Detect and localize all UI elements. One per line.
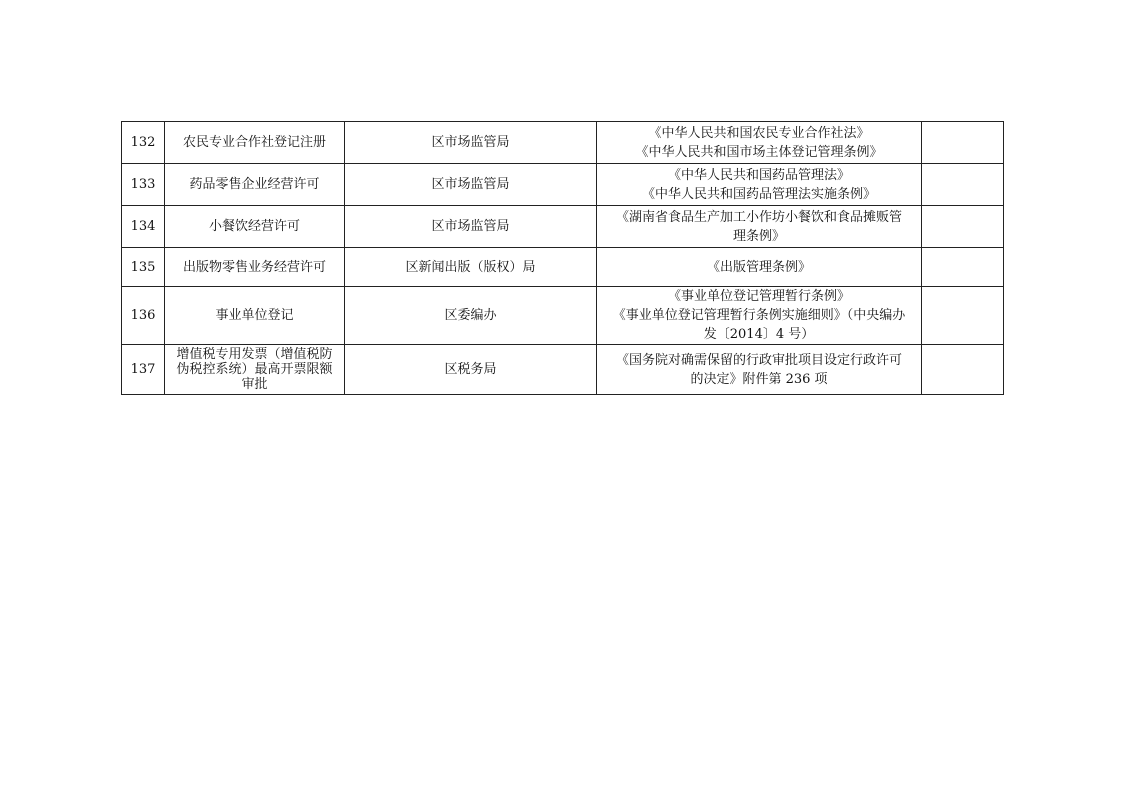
department: 区市场监管局 bbox=[345, 122, 597, 164]
legal-basis bbox=[597, 206, 922, 248]
remarks bbox=[922, 122, 1004, 164]
remarks bbox=[922, 248, 1004, 287]
legal-basis-line: 《湖南省食品生产加工小作坊小餐饮和食品摊贩管 bbox=[615, 209, 902, 225]
table-row bbox=[122, 122, 1004, 164]
item-name-line: 增值税专用发票（增值税防 bbox=[176, 347, 333, 362]
department: 区市场监管局 bbox=[345, 206, 597, 248]
legal-basis-line: 《中华人民共和国药品管理法》 bbox=[667, 167, 850, 183]
department: 区委编办 bbox=[345, 287, 597, 345]
item-name bbox=[165, 248, 345, 287]
row-number: 137 bbox=[122, 345, 165, 395]
item-name-line: 伪税控系统）最高开票限额 bbox=[176, 362, 333, 377]
table-row bbox=[122, 248, 1004, 287]
item-name-line: 出版物零售业务经营许可 bbox=[182, 259, 326, 275]
item-name bbox=[165, 206, 345, 248]
legal-basis-line: 《中华人民共和国农民专业合作社法》 bbox=[648, 125, 870, 141]
approval-items-table bbox=[121, 121, 1004, 395]
legal-basis-line: 的决定》附件第 236 项 bbox=[690, 371, 828, 387]
department: 区新闻出版（版权）局 bbox=[345, 248, 597, 287]
item-name bbox=[165, 287, 345, 345]
legal-basis-line: 《事业单位登记管理暂行条例实施细则》（中央编办 bbox=[612, 308, 906, 323]
table-row bbox=[122, 164, 1004, 206]
legal-basis-line: 《国务院对确需保留的行政审批项目设定行政许可 bbox=[615, 352, 902, 368]
row-number: 133 bbox=[122, 164, 165, 206]
legal-basis-line: 发〔2014〕4 号） bbox=[703, 327, 815, 342]
legal-basis-line: 《出版管理条例》 bbox=[706, 259, 811, 275]
item-name-line: 事业单位登记 bbox=[215, 308, 294, 323]
item-name-line: 审批 bbox=[241, 377, 268, 392]
legal-basis bbox=[597, 122, 922, 164]
remarks bbox=[922, 287, 1004, 345]
item-name-line: 小餐饮经营许可 bbox=[208, 219, 300, 234]
legal-basis bbox=[597, 345, 922, 395]
remarks bbox=[922, 345, 1004, 395]
row-number: 136 bbox=[122, 287, 165, 345]
row-number: 132 bbox=[122, 122, 165, 164]
item-name-line: 药品零售企业经营许可 bbox=[189, 177, 320, 192]
row-number: 134 bbox=[122, 206, 165, 248]
legal-basis bbox=[597, 287, 922, 345]
row-number: 135 bbox=[122, 248, 165, 287]
legal-basis-line: 《中华人民共和国药品管理法实施条例》 bbox=[641, 186, 876, 202]
legal-basis bbox=[597, 164, 922, 206]
item-name bbox=[165, 345, 345, 395]
legal-basis-line: 《事业单位登记管理暂行条例》 bbox=[667, 289, 850, 304]
legal-basis-line: 《中华人民共和国市场主体登记管理条例》 bbox=[635, 144, 883, 160]
remarks bbox=[922, 164, 1004, 206]
item-name bbox=[165, 122, 345, 164]
remarks bbox=[922, 206, 1004, 248]
item-name bbox=[165, 164, 345, 206]
department: 区市场监管局 bbox=[345, 164, 597, 206]
department: 区税务局 bbox=[345, 345, 597, 395]
table-row bbox=[122, 287, 1004, 345]
table-row bbox=[122, 206, 1004, 248]
item-name-line: 农民专业合作社登记注册 bbox=[182, 135, 326, 150]
legal-basis bbox=[597, 248, 922, 287]
legal-basis-line: 理条例》 bbox=[732, 228, 785, 244]
table-row bbox=[122, 345, 1004, 395]
